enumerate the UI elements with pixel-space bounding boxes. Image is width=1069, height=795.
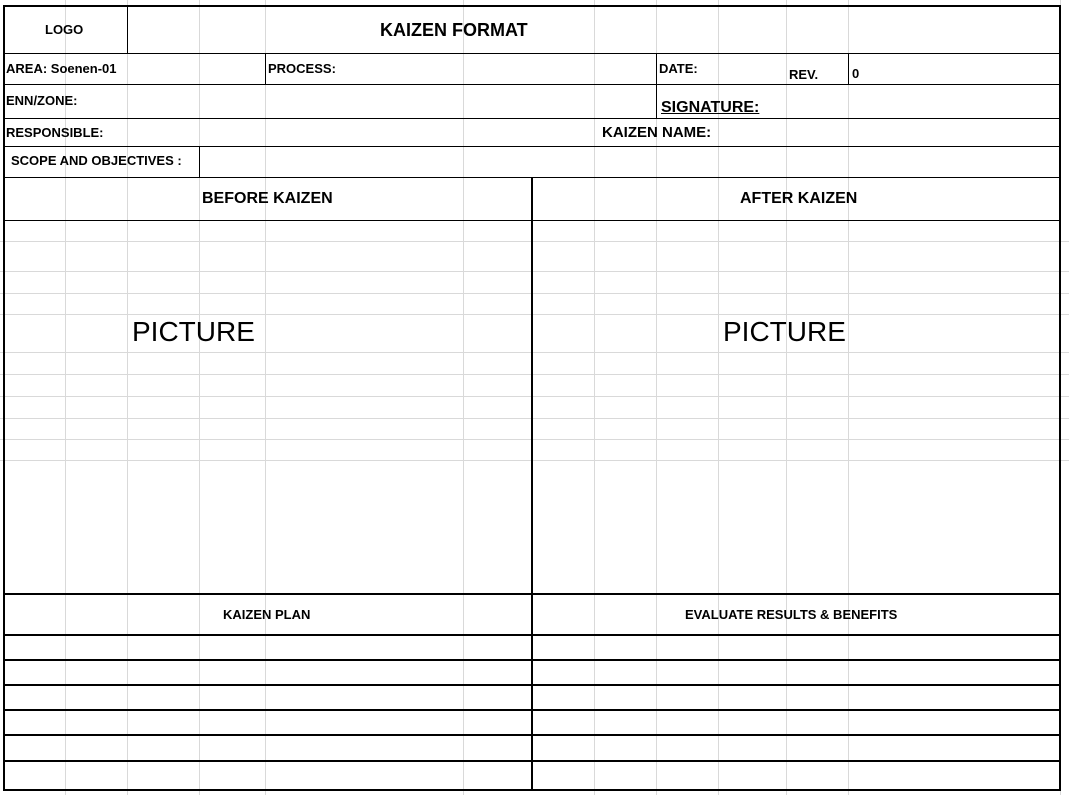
responsible-field[interactable]: RESPONSIBLE: [6,125,104,140]
scope-objectives-label: SCOPE AND OBJECTIVES : [11,153,182,168]
results-row[interactable] [533,686,1059,709]
logo-placeholder: LOGO [45,22,84,37]
date-field[interactable]: DATE: [659,61,698,76]
before-picture-placeholder[interactable]: PICTURE [132,316,255,347]
results-row[interactable] [533,661,1059,684]
results-row[interactable] [533,736,1059,760]
rev-value[interactable]: 0 [852,66,860,81]
plan-row[interactable] [5,711,531,734]
plan-row[interactable] [5,636,531,659]
before-kaizen-heading: BEFORE KAIZEN [202,190,333,207]
plan-row[interactable] [5,736,531,760]
plan-row[interactable] [5,661,531,684]
rev-label: REV. [789,67,819,82]
kaizen-plan-heading: KAIZEN PLAN [223,607,311,622]
after-kaizen-heading: AFTER KAIZEN [740,190,858,207]
plan-row[interactable] [5,762,531,789]
kaizen-name-field[interactable]: KAIZEN NAME: [602,124,712,141]
results-row[interactable] [533,762,1059,789]
results-row[interactable] [533,711,1059,734]
plan-row[interactable] [5,686,531,709]
evaluate-results-heading: EVALUATE RESULTS & BENEFITS [685,607,898,622]
form-title: KAIZEN FORMAT [380,20,528,40]
after-picture-placeholder[interactable]: PICTURE [723,316,846,347]
area-field[interactable]: AREA: Soenen-01 [6,61,117,76]
process-field[interactable]: PROCESS: [268,61,336,76]
signature-field[interactable]: SIGNATURE: [661,99,760,116]
enn-zone-field[interactable]: ENN/ZONE: [6,93,78,108]
results-row[interactable] [533,636,1059,659]
